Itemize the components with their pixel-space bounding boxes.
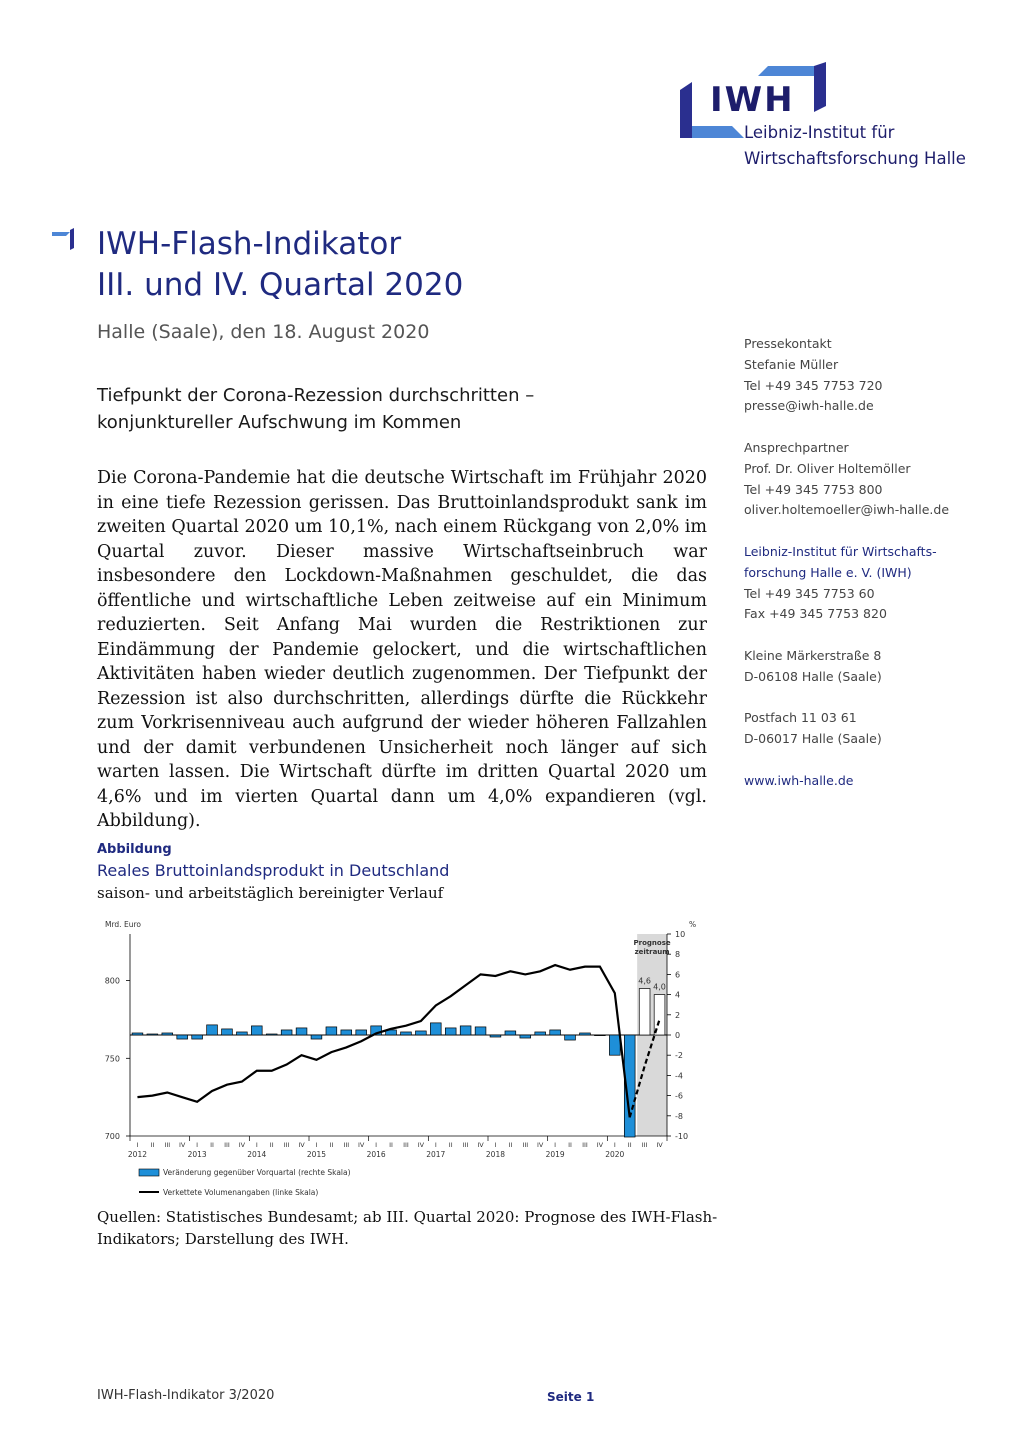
year-label: 2018 xyxy=(485,1150,506,1159)
quarter-label: II xyxy=(389,1141,393,1149)
quarter-label: IV xyxy=(179,1141,186,1149)
quarter-label: I xyxy=(613,1141,616,1149)
po-box: Postfach 11 03 61 xyxy=(744,710,857,726)
right-unit-label: % xyxy=(689,920,697,929)
website-link[interactable]: www.iwh-halle.de xyxy=(744,772,854,788)
press-email[interactable]: presse@iwh-halle.de xyxy=(744,398,874,414)
bar xyxy=(490,1035,501,1037)
left-tick-label: 750 xyxy=(104,1054,120,1064)
bar xyxy=(580,1033,591,1035)
release-date: Halle (Saale), den 18. August 2020 xyxy=(97,321,430,343)
bar xyxy=(535,1032,546,1035)
forecast-label-line2: zeitraum xyxy=(634,948,670,956)
bar xyxy=(237,1032,248,1035)
contact-email[interactable]: oliver.holtemoeller@iwh-halle.de xyxy=(744,502,950,518)
logo-line2: Wirtschaftsforschung Halle xyxy=(744,149,966,168)
quarter-label: I xyxy=(196,1141,199,1149)
bar xyxy=(251,1026,262,1035)
bar xyxy=(162,1033,173,1035)
quarter-label: IV xyxy=(298,1141,305,1149)
right-tick-label: -6 xyxy=(675,1091,683,1101)
quarter-label: I xyxy=(375,1141,378,1149)
quarter-label: III xyxy=(224,1141,230,1149)
title-mark-icon xyxy=(52,228,76,250)
quarter-label: IV xyxy=(656,1141,663,1149)
legend-line-label: Verkettete Volumenangaben (linke Skala) xyxy=(163,1188,319,1197)
footer-title: IWH-Flash-Indikator 3/2020 xyxy=(97,1388,275,1403)
quarter-label: I xyxy=(136,1141,139,1149)
iwh-logo xyxy=(676,60,966,170)
bar xyxy=(341,1030,352,1035)
year-label: 2013 xyxy=(187,1150,207,1159)
bar xyxy=(192,1035,203,1039)
legend-bar-swatch xyxy=(139,1169,159,1176)
left-unit-label: Mrd. Euro xyxy=(105,920,141,929)
institute-line2: forschung Halle e. V. (IWH) xyxy=(744,564,912,580)
quarter-label: III xyxy=(343,1141,350,1149)
bar xyxy=(356,1030,367,1035)
left-tick-label: 800 xyxy=(104,976,120,986)
bar xyxy=(132,1033,143,1035)
city-address: D-06108 Halle (Saale) xyxy=(744,668,882,684)
bar xyxy=(177,1035,188,1039)
quarter-label: IV xyxy=(358,1141,365,1149)
year-label: 2014 xyxy=(247,1150,267,1159)
press-tel: Tel +49 345 7753 720 xyxy=(744,377,883,393)
quarter-label: III xyxy=(641,1141,648,1149)
bar xyxy=(266,1034,277,1035)
body-paragraph: Die Corona-Pandemie hat die deutsche Wirtschaft im Frühjahr 2020 in eine tiefe Rezession gerissen. Das Bruttoinlandsprodukt sank im zweiten Quartal 2020 um 10,1%, nach einem Rückgang von 2,0% im Quartal zuvor. Dieser massive Wirtschaftseinbruch war insbesondere den Lockdown-Maßnahmen geschuldet, die das öffentliche und wirtschaftliche Leben zeitweise auf ein Minimum reduzierten. Seit Anfang Mai wurden die Restriktionen zur Eindämmung der Pandemie gelockert, und die wirtschaftlichen Aktivitäten haben wieder deutlich zugenommen. Der Tiefpunkt der Rezession ist also durchschritten, allerdings dürfte die Rückkehr zum Vorkrisenniveau auch aufgrund der wieder höheren Fallzahlen und der damit verbundenen Unsicherheit noch länger auf sich warten lassen. Die Wirtschaft dürfte im dritten Quartal 2020 um 4,6% und im vierten Quartal dann um 4,0% expandieren (vgl. Abbildung). xyxy=(97,468,707,831)
forecast-label-line1: Prognose xyxy=(633,939,671,947)
right-tick-label: -4 xyxy=(675,1071,683,1081)
quarter-label: III xyxy=(403,1141,409,1149)
quarter-label: III xyxy=(164,1141,171,1149)
right-tick-label: 8 xyxy=(675,950,681,960)
street-address: Kleine Märkerstraße 8 xyxy=(744,647,882,663)
bar xyxy=(460,1026,471,1035)
bar xyxy=(639,989,650,1035)
quarter-label: I xyxy=(554,1141,557,1149)
logo-text: IWH xyxy=(710,80,795,120)
quarter-label: IV xyxy=(238,1141,246,1149)
bar xyxy=(520,1035,531,1038)
bar xyxy=(475,1027,486,1035)
logo-line1: Leibniz-Institut für xyxy=(744,123,895,142)
gdp-level-line xyxy=(137,965,629,1117)
right-tick-label: 6 xyxy=(675,970,681,980)
quarter-label: III xyxy=(522,1141,529,1149)
quarter-label: IV xyxy=(537,1141,544,1149)
bar xyxy=(222,1029,233,1035)
right-tick-label: 10 xyxy=(675,930,686,939)
right-tick-label: 4 xyxy=(675,990,681,1000)
gdp-chart xyxy=(97,912,707,1204)
quarter-label: II xyxy=(508,1141,513,1149)
bar xyxy=(281,1030,292,1035)
right-tick-label: -8 xyxy=(675,1111,683,1121)
bar xyxy=(296,1028,307,1035)
year-label: 2012 xyxy=(127,1150,148,1159)
bar xyxy=(550,1030,561,1035)
year-label: 2017 xyxy=(426,1150,446,1159)
quarter-label: II xyxy=(627,1141,632,1149)
quarter-label: III xyxy=(582,1141,588,1149)
po-box-city: D-06017 Halle (Saale) xyxy=(744,731,882,747)
quarter-label: I xyxy=(494,1141,497,1149)
right-tick-label: 0 xyxy=(675,1031,681,1040)
sources-line2: Indikators; Darstellung des IWH. xyxy=(97,1230,349,1248)
bar xyxy=(505,1031,516,1035)
quarter-label: II xyxy=(269,1141,274,1149)
legend-bar-label: Veränderung gegenüber Vorquartal (rechte Skala) xyxy=(163,1168,351,1177)
figure-label: Abbildung xyxy=(97,842,172,857)
bar xyxy=(445,1028,456,1035)
right-tick-label: -10 xyxy=(675,1132,689,1141)
quarter-label: II xyxy=(448,1141,453,1149)
press-heading: Pressekontakt xyxy=(744,336,832,351)
page-title-line2: III. und IV. Quartal 2020 xyxy=(97,267,464,303)
quarter-label: III xyxy=(462,1141,469,1149)
footer-page-number: Seite 1 xyxy=(547,1390,595,1404)
figure-title: Reales Bruttoinlandsprodukt in Deutschland xyxy=(97,861,450,880)
bar xyxy=(430,1023,441,1035)
bar xyxy=(401,1032,412,1035)
contact-heading: Ansprechpartner xyxy=(744,439,849,455)
quarter-label: II xyxy=(210,1141,214,1149)
year-label: 2019 xyxy=(545,1150,565,1159)
institute-fax: Fax +49 345 7753 820 xyxy=(744,606,887,622)
quarter-label: II xyxy=(568,1141,572,1149)
bar xyxy=(416,1031,427,1035)
quarter-label: II xyxy=(329,1141,334,1149)
year-label: 2015 xyxy=(306,1150,327,1159)
bar xyxy=(207,1025,218,1035)
bar xyxy=(147,1034,158,1035)
bar xyxy=(311,1035,322,1039)
page-title-line1: IWH-Flash-Indikator xyxy=(97,226,402,262)
headline-line2: konjunktureller Aufschwung im Kommen xyxy=(97,412,462,433)
press-name: Stefanie Müller xyxy=(744,356,839,372)
year-label: 2016 xyxy=(366,1150,386,1159)
quarter-label: I xyxy=(315,1141,318,1149)
contact-tel: Tel +49 345 7753 800 xyxy=(744,481,883,497)
quarter-label: I xyxy=(434,1141,437,1149)
figure-subtitle: saison- und arbeitstäglich bereinigter Verlauf xyxy=(97,884,444,902)
quarter-label: II xyxy=(150,1141,155,1149)
institute-line1: Leibniz-Institut für Wirtschafts- xyxy=(744,543,937,559)
quarter-label: IV xyxy=(596,1141,604,1149)
bar xyxy=(595,1035,606,1036)
bar-value-label: 4,0 xyxy=(653,982,666,992)
right-tick-label: -2 xyxy=(675,1051,683,1061)
right-tick-label: 2 xyxy=(675,1010,681,1020)
sidebar xyxy=(744,334,984,792)
quarter-label: III xyxy=(283,1141,290,1149)
sources-line1: Quellen: Statistisches Bundesamt; ab III. Quartal 2020: Prognose des IWH-Flash- xyxy=(97,1208,718,1226)
quarter-label: I xyxy=(255,1141,258,1149)
bar-value-label: 4,6 xyxy=(638,976,651,986)
contact-name: Prof. Dr. Oliver Holtemöller xyxy=(744,460,911,476)
bar xyxy=(565,1035,576,1040)
headline-line1: Tiefpunkt der Corona-Rezession durchschritten – xyxy=(97,385,535,406)
quarter-label: IV xyxy=(417,1141,425,1149)
left-tick-label: 700 xyxy=(104,1132,120,1141)
institute-tel: Tel +49 345 7753 60 xyxy=(744,585,875,601)
year-label: 2020 xyxy=(605,1150,625,1159)
bar xyxy=(326,1027,337,1035)
quarter-label: IV xyxy=(477,1141,484,1149)
bar xyxy=(609,1035,620,1055)
